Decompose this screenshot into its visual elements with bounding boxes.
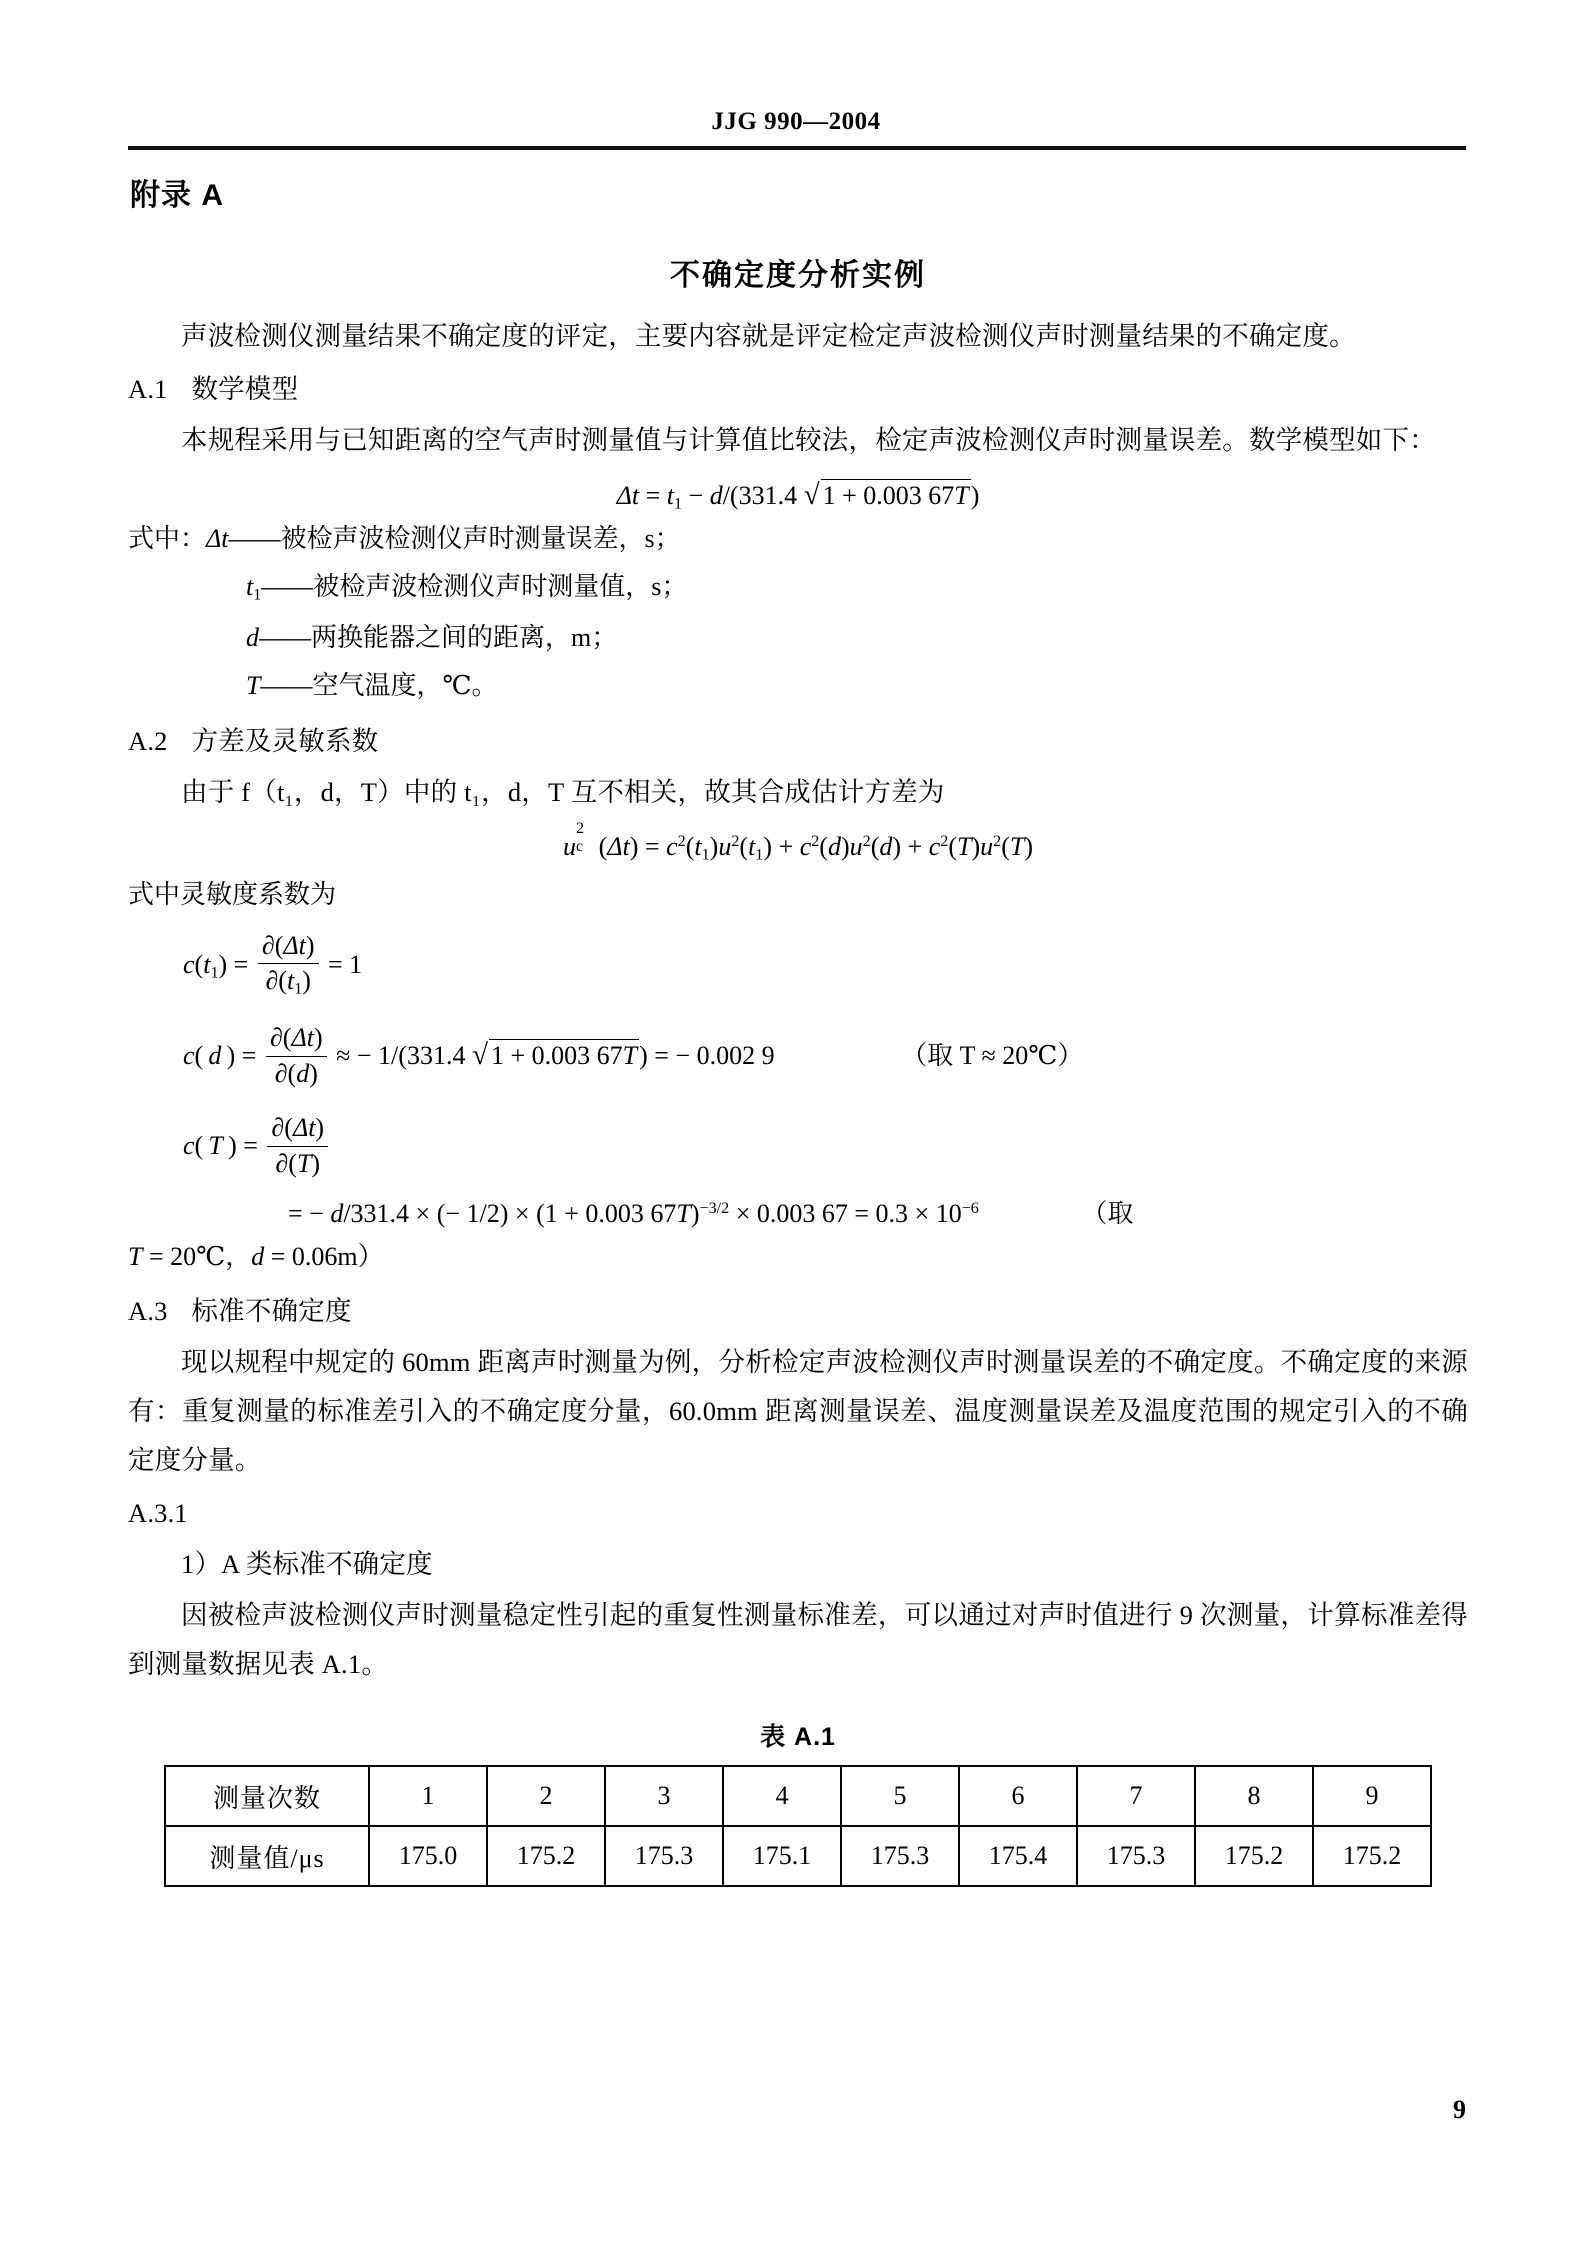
running-head: JJG 990—2004 <box>711 108 881 135</box>
c-d-note: （取 T ≈ 20℃） <box>901 1041 1084 1071</box>
a31-item-label: 1）A 类标准不确定度 <box>181 1549 433 1580</box>
where-line-4: T——空气温度，℃。 <box>246 671 498 701</box>
content-column <box>128 162 1468 1887</box>
annex-label: 附录 A <box>130 179 224 212</box>
section-heading-a2 <box>128 717 1468 766</box>
table-cell: 3 <box>605 1766 723 1826</box>
section-number-a3: A.3 <box>128 1296 168 1327</box>
where-line-1: 式中：Δt——被检声波检测仪声时测量误差，s； <box>128 523 681 553</box>
table-cell: 175.2 <box>1195 1826 1313 1886</box>
table-cell: 175.3 <box>1077 1826 1195 1886</box>
intro-paragraph: 声波检测仪测量结果不确定度的评定，主要内容就是评定检定声波检测仪声时测量结果的不确定度。 <box>181 321 1356 351</box>
section-heading-a1 <box>128 365 1468 414</box>
table-cell: 9 <box>1313 1766 1431 1826</box>
a2-paragraph: 由于 f（t₁，d，T）中的 t₁，d，T 互不相关，故其合成估计方差为 <box>181 776 945 807</box>
where-line-3: d——两换能器之间的距离，m； <box>246 622 618 652</box>
a31-paragraph: 因被检声波检测仪声时测量稳定性引起的重复性测量标准差，可以通过对声时值进行 9 次测量，计算标准差得到测量数据见表 A.1。 <box>128 1600 1468 1680</box>
formula-c-T-note-cont: T = 20℃，d = 0.06m） <box>128 1241 384 1271</box>
measurement-table <box>164 1765 1432 1887</box>
table-caption: 表 A.1 <box>760 1723 836 1752</box>
table-cell: 1 <box>369 1766 487 1826</box>
section-title-a1: 数学模型 <box>191 374 299 404</box>
table-cell: 175.4 <box>959 1826 1077 1886</box>
section-number-a1: A.1 <box>128 374 168 404</box>
formula-c-T-value: = − d/331.4 × (− 1/2) × (1 + 0.003 67T)$^{-3/2}$ × 0.003 $67 = 0.3 \times 10^{-6}$ （取 <box>288 1199 1134 1229</box>
a1-paragraph: 本规程采用与已知距离的空气声时测量值与计算值比较法，检定声波检测仪声时测量误差。数学模型如下： <box>181 425 1436 455</box>
formula-variance: u 2 c $(\Delta t) = c^2(t_1)u^2(t_1) + c^2(d)u^2(d) + c^2(T)u^2(T)$ <box>562 819 1033 864</box>
a3-paragraph: 现以规程中规定的 60mm 距离声时测量为例，分析检定声波检测仪声时测量误差的不确定度。不确定度的来源有：重复测量的标准差引入的不确定度分量，60.0mm 距离测量误差、温度测量误差及温度范围的规定引入的不确定度分量。 <box>128 1347 1468 1476</box>
table-cell: 2 <box>487 1766 605 1826</box>
section-number-a2: A.2 <box>128 725 168 756</box>
table-cell: 175.2 <box>487 1826 605 1886</box>
where-label: 式中： <box>128 523 207 553</box>
formula-c-t1: $c(t_1)$ = $\frac{\partial(\Delta t)}{\partial(t_1)}$ = 1 <box>183 932 1468 1002</box>
where-line-2: $t_1——$被检声波检测仪声时测量值，s； <box>246 572 688 604</box>
formula-c-T: c( T ) = $\frac{\partial(\Delta t)}{\partial(T)}$ <box>183 1114 1468 1182</box>
table-cell: 175.3 <box>841 1826 959 1886</box>
coefficients-lead: 式中灵敏度系数为 <box>128 880 337 910</box>
table-cell: 175.1 <box>723 1826 841 1886</box>
table-cell: 5 <box>841 1766 959 1826</box>
header-rule <box>128 146 1466 150</box>
formula-c-d: c( d ) = $\frac{\partial(\Delta t)}{\partial(d)}$ ≈ − 1/(331.4 √ 1 + 0.003 67T) = − 0.002 9 （取 T ≈ 20℃） <box>183 1024 1468 1092</box>
row-header-value: 测量值/μs <box>165 1826 369 1886</box>
def-text-2: ——被检声波检测仪声时测量值，s； <box>261 572 688 602</box>
table-cell: 175.2 <box>1313 1826 1431 1886</box>
section-heading-a3 <box>128 1287 1468 1336</box>
formula-model: $\Delta t = t_1 - d/(331.4$ √ 1 + 0.003 67T) <box>128 479 1468 515</box>
table-cell: 4 <box>723 1766 841 1826</box>
table-row-values <box>165 1826 1431 1886</box>
table-cell: 175.3 <box>605 1826 723 1886</box>
row-header-count: 测量次数 <box>165 1766 369 1826</box>
table-cell: 8 <box>1195 1766 1313 1826</box>
def-text-4: ——空气温度，℃。 <box>260 671 498 701</box>
table-row-counts <box>165 1766 1431 1826</box>
def-text-3: ——两换能器之间的距离，m； <box>259 622 618 652</box>
annex-title: 不确定度分析实例 <box>670 259 926 292</box>
def-text-1: ——被检声波检测仪声时测量误差，s； <box>228 523 681 553</box>
page-number: 9 <box>1453 2095 1466 2124</box>
section-heading-a31: A.3.1 <box>128 1498 188 1529</box>
section-title-a3: 标准不确定度 <box>191 1296 352 1327</box>
c-T-note-open: （取 <box>1081 1199 1134 1229</box>
table-cell: 6 <box>959 1766 1077 1826</box>
table-cell: 7 <box>1077 1766 1195 1826</box>
table-cell: 175.0 <box>369 1826 487 1886</box>
section-title-a2: 方差及灵敏系数 <box>191 725 379 756</box>
